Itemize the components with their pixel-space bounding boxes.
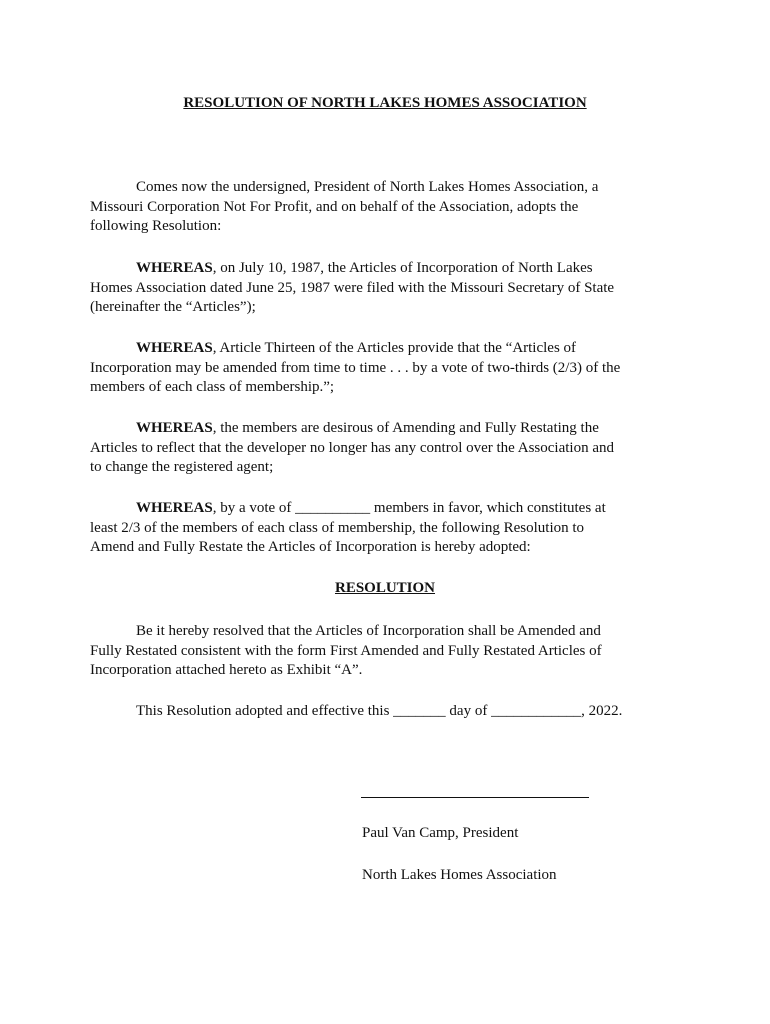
effective-date-line: This Resolution adopted and effective this _______ day of ____________, 2022. bbox=[136, 703, 623, 719]
whereas-line: (hereinafter the “Articles”); bbox=[90, 299, 256, 315]
whereas-first-line bbox=[90, 499, 680, 519]
signatory-name: Paul Van Camp, President bbox=[362, 825, 519, 841]
document-title: RESOLUTION OF NORTH LAKES HOMES ASSOCIATION bbox=[183, 95, 587, 111]
whereas-first-line bbox=[90, 419, 680, 439]
whereas-paragraph-4 bbox=[90, 499, 680, 558]
whereas-text: , by a vote of __________ members in favor, which constitutes at bbox=[212, 500, 606, 516]
whereas-text: , the members are desirous of Amending and Fully Restating the bbox=[212, 420, 599, 436]
signatory-organization: North Lakes Homes Association bbox=[362, 867, 557, 883]
whereas-line: Incorporation may be amended from time to time . . . by a vote of two-thirds (2/3) of the bbox=[90, 359, 621, 376]
effective-date-paragraph bbox=[90, 702, 680, 722]
intro-paragraph bbox=[90, 178, 680, 237]
whereas-paragraph-1 bbox=[90, 259, 680, 318]
resolution-line: Fully Restated consistent with the form First Amended and Fully Restated Articles of bbox=[90, 642, 602, 659]
whereas-first-line bbox=[90, 259, 680, 279]
whereas-lead: WHEREAS bbox=[136, 260, 213, 276]
whereas-line: Homes Association dated June 25, 1987 were filed with the Missouri Secretary of State bbox=[90, 279, 615, 296]
resolution-line: Incorporation attached hereto as Exhibit “A”. bbox=[90, 662, 363, 678]
resolution-heading: RESOLUTION bbox=[334, 580, 436, 596]
whereas-paragraph-3 bbox=[90, 419, 680, 478]
whereas-line: Articles to reflect that the developer no longer has any control over the Association and bbox=[90, 439, 614, 456]
resolution-paragraph bbox=[90, 622, 680, 681]
whereas-lead: WHEREAS bbox=[136, 500, 213, 516]
whereas-line: Amend and Fully Restate the Articles of Incorporation is hereby adopted: bbox=[90, 539, 531, 555]
intro-line: following Resolution: bbox=[90, 218, 222, 234]
whereas-lead: WHEREAS bbox=[136, 340, 213, 356]
intro-line: Missouri Corporation Not For Profit, and on behalf of the Association, adopts the bbox=[90, 198, 579, 215]
whereas-line: least 2/3 of the members of each class of membership, the following Resolution to bbox=[90, 519, 585, 536]
whereas-text: , Article Thirteen of the Articles provide that the “Articles of bbox=[212, 340, 577, 356]
whereas-line: to change the registered agent; bbox=[90, 459, 274, 475]
intro-line: Comes now the undersigned, President of North Lakes Homes Association, a bbox=[136, 179, 599, 195]
signature-line bbox=[361, 797, 589, 798]
resolution-line: Be it hereby resolved that the Articles of Incorporation shall be Amended and bbox=[136, 623, 601, 639]
whereas-lead: WHEREAS bbox=[136, 420, 213, 436]
whereas-text: , on July 10, 1987, the Articles of Incorporation of North Lakes bbox=[212, 260, 593, 276]
whereas-line: members of each class of membership.”; bbox=[90, 379, 335, 395]
whereas-first-line bbox=[90, 339, 680, 359]
whereas-paragraph-2 bbox=[90, 339, 680, 398]
